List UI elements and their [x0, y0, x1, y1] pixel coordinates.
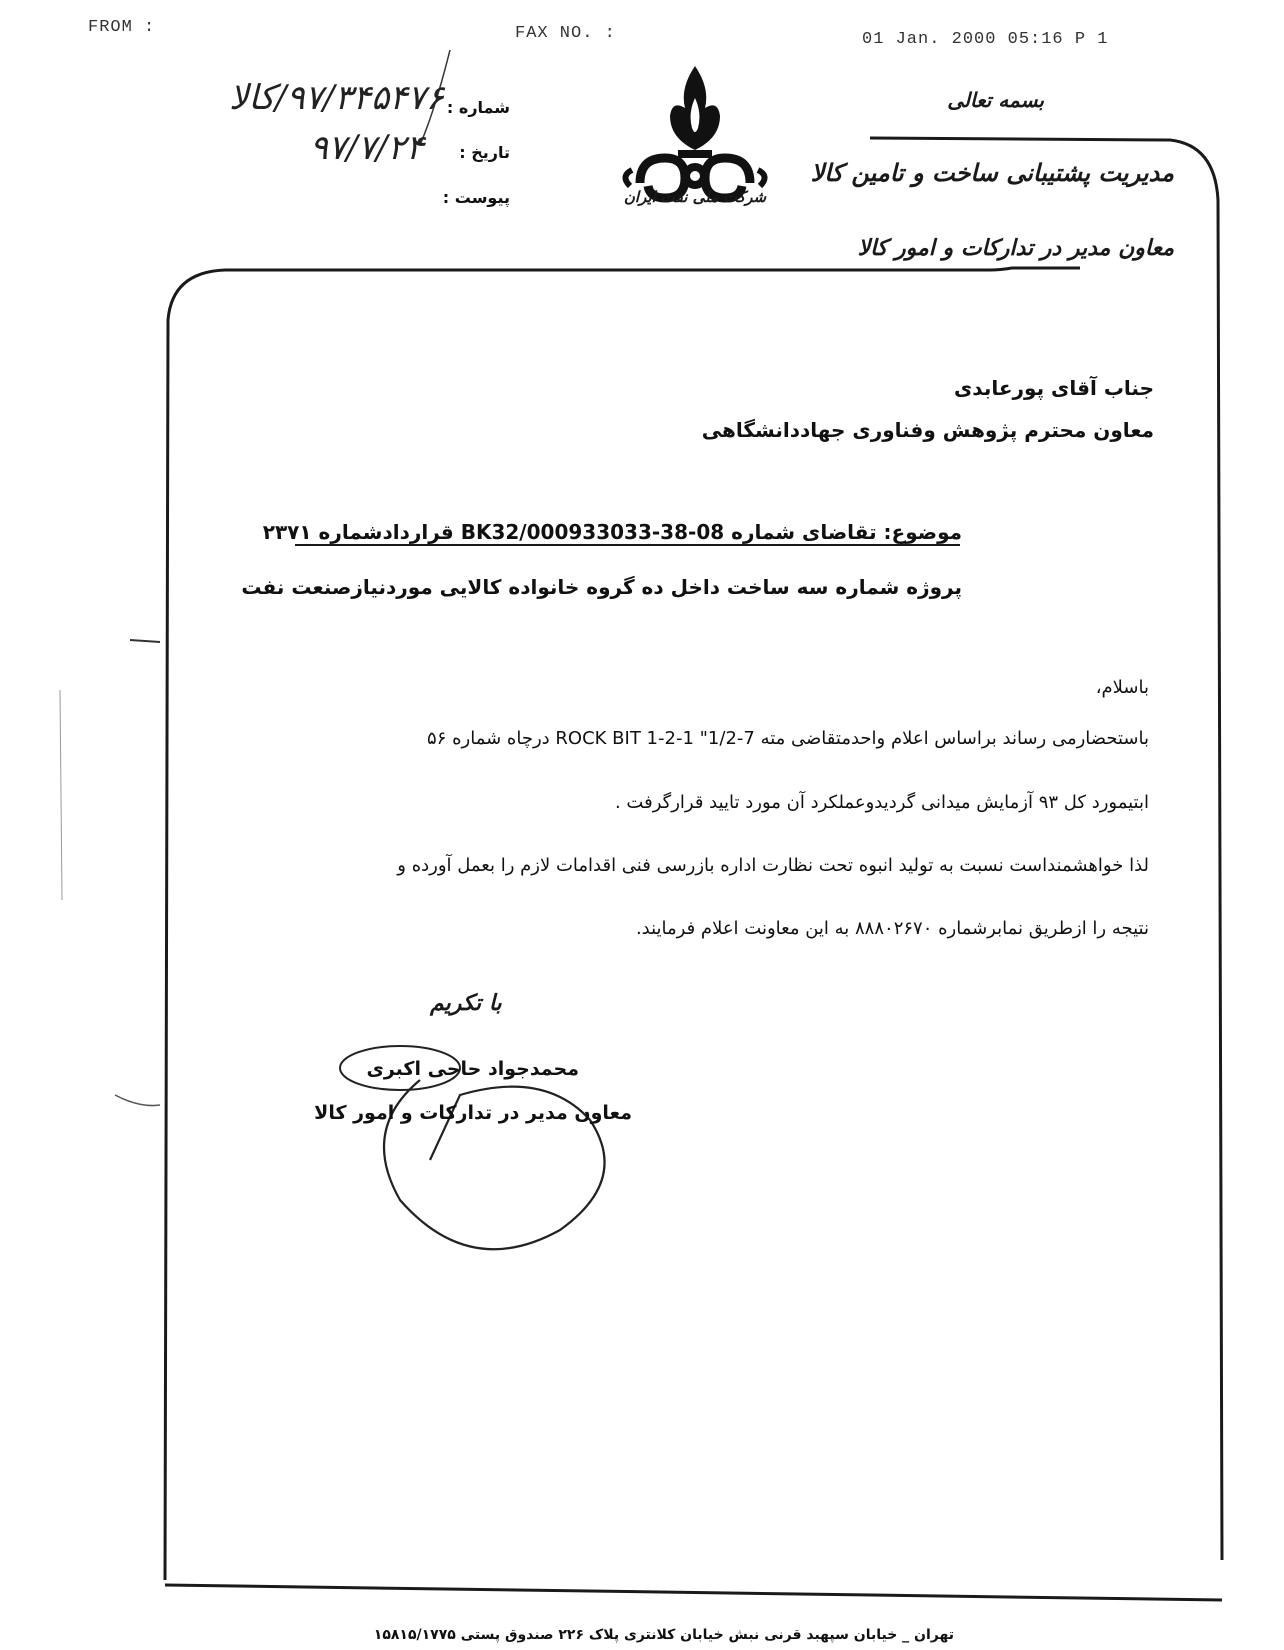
scan-mark — [115, 1095, 160, 1106]
fax-datetime: 01 Jan. 2000 05:16 P 1 — [862, 30, 1109, 49]
footer-address: تهران _ خیابان سپهبد قرنی نبش خیابان کلانتری پلاک ۲۲۶ صندوق پستی ۱۵۸۱۵/۱۷۷۵ — [373, 1627, 954, 1643]
department-line-2: معاون مدیر در تدارکات و امور کالا — [857, 235, 1174, 261]
signatory-title: معاون مدیر در تدارکات و امور کالا — [314, 1102, 632, 1124]
body-line-4: نتیجه را ازطریق نمابرشماره ۸۸۸۰۲۶۷۰ به این معاونت اعلام فرمایند. — [635, 918, 1149, 939]
date-label: تاریخ : — [459, 143, 510, 162]
department-line-1: مدیریت پشتیبانی ساخت و تامین کالا — [810, 158, 1174, 187]
body-line-3: لذا خواهشمنداست نسبت به تولید انبوه تحت نظارت اداره بازرسی فنی اقدامات لازم را بعمل آورده و — [397, 855, 1149, 876]
signatory-name: محمدجواد حاجی اکبری — [366, 1058, 579, 1080]
letter-date: ۹۷/۷/۲۴ — [309, 128, 424, 168]
attachment-label: پیوست : — [442, 188, 510, 207]
subject-line-2: پروژه شماره سه ساخت داخل ده گروه خانواده کالایی موردنیازصنعت نفت — [241, 575, 962, 599]
fax-number-label: FAX NO. : — [515, 24, 616, 43]
fax-from-label: FROM : — [88, 18, 156, 37]
scan-edge-mark — [60, 690, 62, 900]
recipient-line-2: معاون محترم پژوهش وفناوری جهاددانشگاهی — [701, 418, 1154, 442]
recipient-line-1: جناب آقای پورعابدی — [953, 376, 1154, 400]
scan-mark — [130, 640, 160, 642]
bismillah: بسمه تعالی — [947, 88, 1044, 112]
body-line-1: باستحضارمی رساند براساس اعلام واحدمتقاضی مته 7-1/2" ROCK BIT 1-2-1 درچاه شماره ۵۶ — [427, 728, 1149, 749]
greeting: باسلام، — [1095, 677, 1149, 698]
body-line-2: ابتیمورد کل ۹۳ آزمایش میدانی گردیدوعملکرد آن مورد تایید قرارگرفت . — [614, 792, 1149, 813]
frame-right-border — [870, 138, 1222, 1560]
logo-caption: شرکت ملی نفت ایران — [623, 188, 767, 206]
letter-number: ۹۷/۳۴۵۴۷۶/کالا — [229, 78, 444, 118]
frame-bottom-border — [165, 1585, 1222, 1600]
subject-line-1: موضوع: تقاضای شماره 08-38-000933033/BK32 قراردادشماره ۲۳۷۱ — [262, 520, 962, 544]
number-label: شماره : — [446, 98, 510, 117]
closing-salutation: با تکریم — [430, 990, 502, 1016]
